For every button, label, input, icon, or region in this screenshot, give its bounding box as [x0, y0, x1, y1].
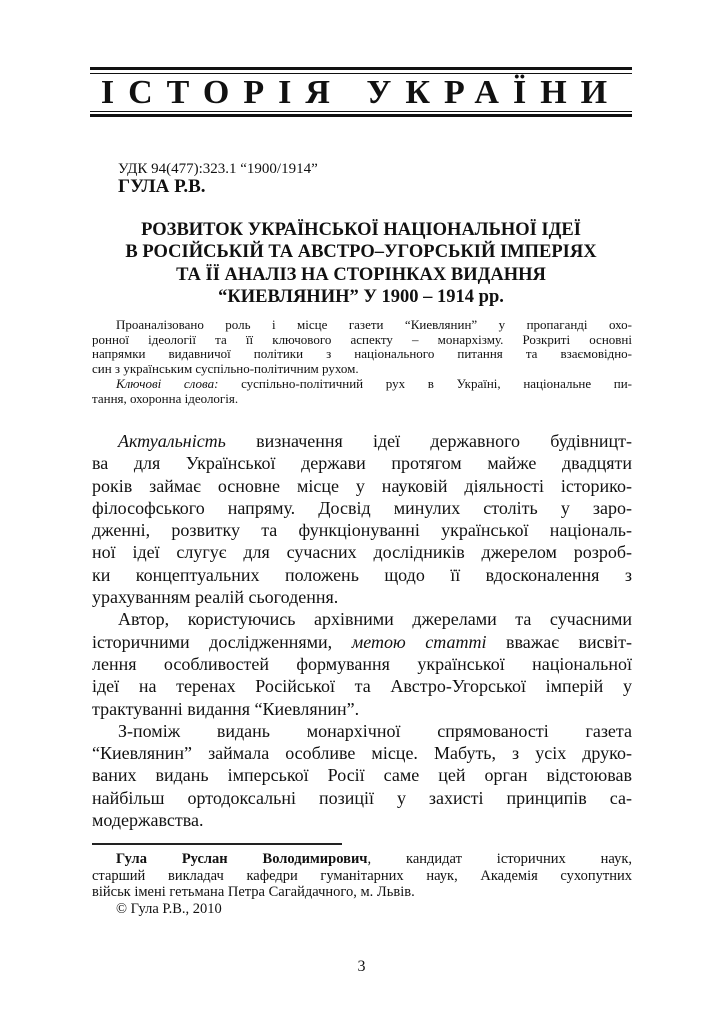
body-line: ваних видань імперської Росії саме цей орган відстоював — [92, 765, 632, 786]
author-name: ГУЛА Р.В. — [118, 176, 206, 197]
section-heading: ІСТОРІЯ УКРАЇНИ — [100, 74, 622, 111]
body-line: лення особливостей формування української національної — [92, 653, 632, 674]
abstract — [92, 318, 632, 406]
footnote-author: Гула Руслан Володимирович — [116, 851, 368, 867]
body-line: “Киевлянин” займала особливе місце. Мабуть, з усіх друко- — [92, 743, 632, 764]
body-line: З-поміж видань монархічної спрямованості газета — [118, 720, 632, 741]
title-line: РОЗВИТОК УКРАЇНСЬКОЇ НАЦІОНАЛЬНОЇ ІДЕЇ — [141, 220, 581, 240]
body-line: модержавства. — [92, 810, 204, 831]
title-line: ТА ЇЇ АНАЛІЗ НА СТОРІНКАХ ВИДАННЯ — [176, 264, 546, 285]
body-line — [92, 631, 632, 653]
body-line: філософського напряму. Досвід минулих століть у заро- — [92, 497, 632, 518]
copyright: © Гула Р.В., 2010 — [116, 900, 222, 917]
body-line: ідеї на теренах Російської та Австро-Угорської імперій у — [92, 676, 632, 697]
keywords-label: Ключові слова: — [116, 375, 219, 391]
abstract-line: напрямки видавничої політики з національного питання та взаємовідно- — [92, 346, 632, 362]
body-line: ної ідеї слугує для сучасних дослідників джерелом розроб- — [92, 542, 632, 563]
body-line: трактуванні видання “Киевлянин”. — [92, 698, 360, 719]
keywords-line — [92, 377, 632, 392]
header-rule-thick — [90, 114, 632, 117]
body-line: років займає основне місце у науковій діяльності історико- — [92, 475, 632, 496]
footnote — [92, 851, 632, 917]
footnote-line: старший викладач кафедри гуманітарних наук, Академія сухопутних — [92, 867, 632, 884]
article-title — [90, 219, 632, 308]
body-line — [92, 430, 632, 452]
title-line: В РОСІЙСЬКІЙ ТА АВСТРО–УГОРСЬКІЙ ІМПЕРІЯХ — [125, 242, 597, 263]
emphasis: Актуальність — [118, 431, 226, 451]
udk-code: УДК 94(477):323.1 “1900/1914” — [118, 161, 318, 177]
abstract-line: син з українським суспільно-політичним рухом. — [92, 361, 359, 377]
body-line: ки концептуальних положень щодо її вдосконалення з — [92, 564, 632, 585]
keywords-text: суспільно-політичний рух в Україні, національне пи- — [218, 375, 633, 391]
abstract-line: Проаналізовано роль і місце газети “Киевлянин” у пропаганді охо- — [116, 317, 632, 332]
footnote-line: військ імені гетьмана Петра Сагайдачного, м. Львів. — [92, 884, 415, 900]
abstract-line: ронної ідеології та її ключового аспекту – монархізму. Розкриті основні — [92, 331, 632, 347]
body-text-span: вважає висвіт- — [486, 631, 633, 652]
header-rule-thin — [90, 111, 632, 112]
page-number: 3 — [357, 958, 366, 975]
footnote-divider — [92, 843, 342, 845]
footnote-text: , кандидат історичних наук, — [367, 851, 632, 867]
body-text-span: визначення ідеї державного будівницт- — [225, 431, 632, 451]
title-line: “КИЕВЛЯНИН” У 1900 – 1914 рр. — [218, 286, 504, 307]
body-line: дженні, розвитку та функціонуванні української національ- — [92, 520, 632, 541]
header-rule-thick — [90, 67, 632, 70]
body-line: урахуванням реалій сьогодення. — [92, 587, 339, 608]
emphasis: метою статті — [351, 631, 487, 652]
keywords-line: тання, охоронна ідеологія. — [92, 390, 239, 406]
footnote-line — [92, 851, 632, 868]
body-line: найбільш ортодоксальні позиції у захисті принципів са- — [92, 787, 632, 808]
body-text-span: історичними дослідженнями, — [92, 631, 352, 652]
body-line: ва для Української держави протягом майже двадцяти — [92, 453, 632, 474]
body-line: Автор, користуючись архівними джерелами та сучасними — [118, 609, 632, 630]
body-text — [92, 430, 632, 831]
